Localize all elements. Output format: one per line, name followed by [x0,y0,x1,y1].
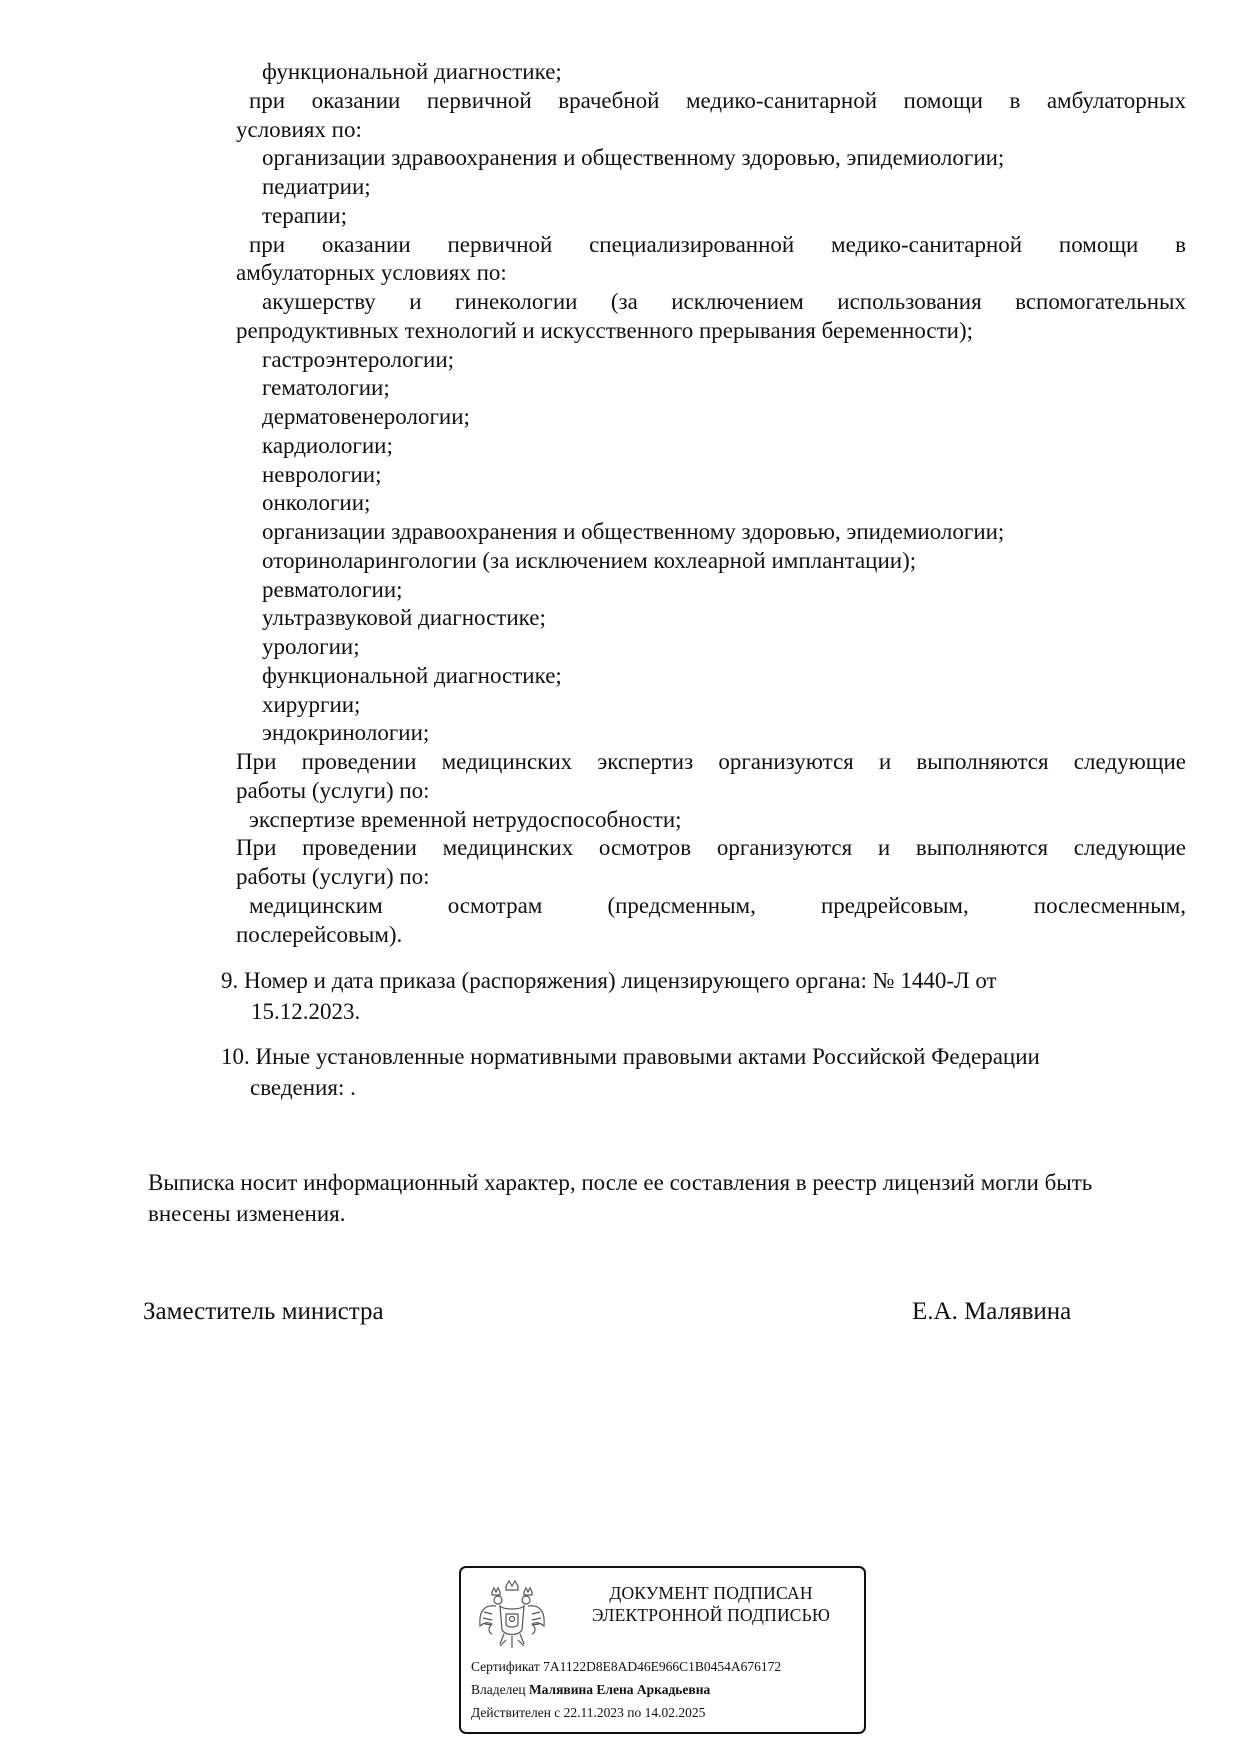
list-item: организации здравоохранения и общественному здоровью, эпидемиологии; [262,145,1005,171]
list-item: работы (услуги) по: [236,864,430,889]
list-item: При проведении медицинских экспертиз организуются и выполняются следующие [236,749,1186,774]
informational-note [148,1167,1188,1229]
list-item: оториноларингологии (за исключением кохлеарной имплантации); [262,547,917,573]
other-info-line: 10. Иные установленные нормативными правовыми актами Российской Федерации [221,1044,1040,1069]
electronic-signature-stamp [459,1566,866,1734]
owner-name: Малявина Елена Аркадьевна [528,1682,711,1697]
list-item: амбулаторных условиях по: [236,260,507,286]
list-item: гастроэнтерологии; [262,346,455,372]
list-item: медицинским осмотрам (предсменным, предрейсовым, послесменным, [249,892,1186,918]
stamp-title-line: ДОКУМЕНТ ПОДПИСАН [609,1583,813,1603]
validity-row: Действителен с 22.11.2023 по 14.02.2025 [471,1705,706,1720]
list-item: работы (услуги) по: [236,777,430,803]
order-number-item [221,965,997,1027]
list-item: ревматологии; [262,576,403,602]
certificate-label: Сертификат [471,1659,540,1674]
russian-coat-of-arms-icon [476,1576,548,1654]
signatory-position: Заместитель министра [143,1298,384,1325]
list-item: При проведении медицинских осмотров организуются и выполняются следующие [236,835,1186,861]
stamp-title-line: ЭЛЕКТРОННОЙ ПОДПИСЬЮ [591,1605,831,1625]
list-item: при оказании первичной специализированной медико-санитарной помощи в [249,231,1186,257]
list-item: функциональной диагностике; [262,59,562,84]
note-line: Выписка носит информационный характер, после ее составления в реестр лицензий могли быть [148,1170,1093,1195]
list-item: условиях по: [236,116,362,142]
list-item: гематологии; [262,375,390,401]
list-item: акушерству и гинекологии (за исключением использования вспомогательных [262,289,1186,314]
list-item: при оказании первичной врачебной медико-санитарной помощи в амбулаторных [249,87,1186,113]
stamp-title [561,1582,861,1626]
owner-row [471,1681,710,1699]
list-item: онкологии; [262,490,371,516]
list-item: кардиологии; [262,432,393,458]
note-line: внесены изменения. [148,1201,346,1226]
list-item: экспертизе временной нетрудоспособности; [249,806,682,832]
list-item: функциональной диагностике; [262,662,562,688]
list-item: дерматовенерологии; [262,404,470,429]
licensed-works-list [236,58,1186,949]
list-item: терапии; [262,202,347,228]
certificate-number: 7A1122D8E8AD46E966C1B0454A676172 [543,1659,782,1674]
other-info-value-line: сведения: . [250,1075,356,1100]
other-info-item [221,1041,1040,1103]
list-item: педиатрии; [262,174,371,199]
list-item: ультразвуковой диагностике; [262,605,546,631]
list-item: послерейсовым). [236,921,403,947]
list-item: урологии; [262,634,360,659]
order-number-line: 9. Номер и дата приказа (распоряжения) лицензирующего органа: № 1440-Л от [221,968,997,993]
list-item: неврологии; [262,461,382,487]
certificate-row [471,1658,781,1676]
list-item: организации здравоохранения и общественному здоровью, эпидемиологии; [262,519,1005,544]
list-item: хирургии; [262,691,361,717]
list-item: репродуктивных технологий и искусственного прерывания беременности); [236,317,974,343]
owner-label: Владелец [471,1682,526,1697]
list-item: эндокринологии; [262,720,430,746]
order-date-line: 15.12.2023. [251,999,361,1024]
signatory-name: Е.А. Малявина [912,1298,1072,1325]
